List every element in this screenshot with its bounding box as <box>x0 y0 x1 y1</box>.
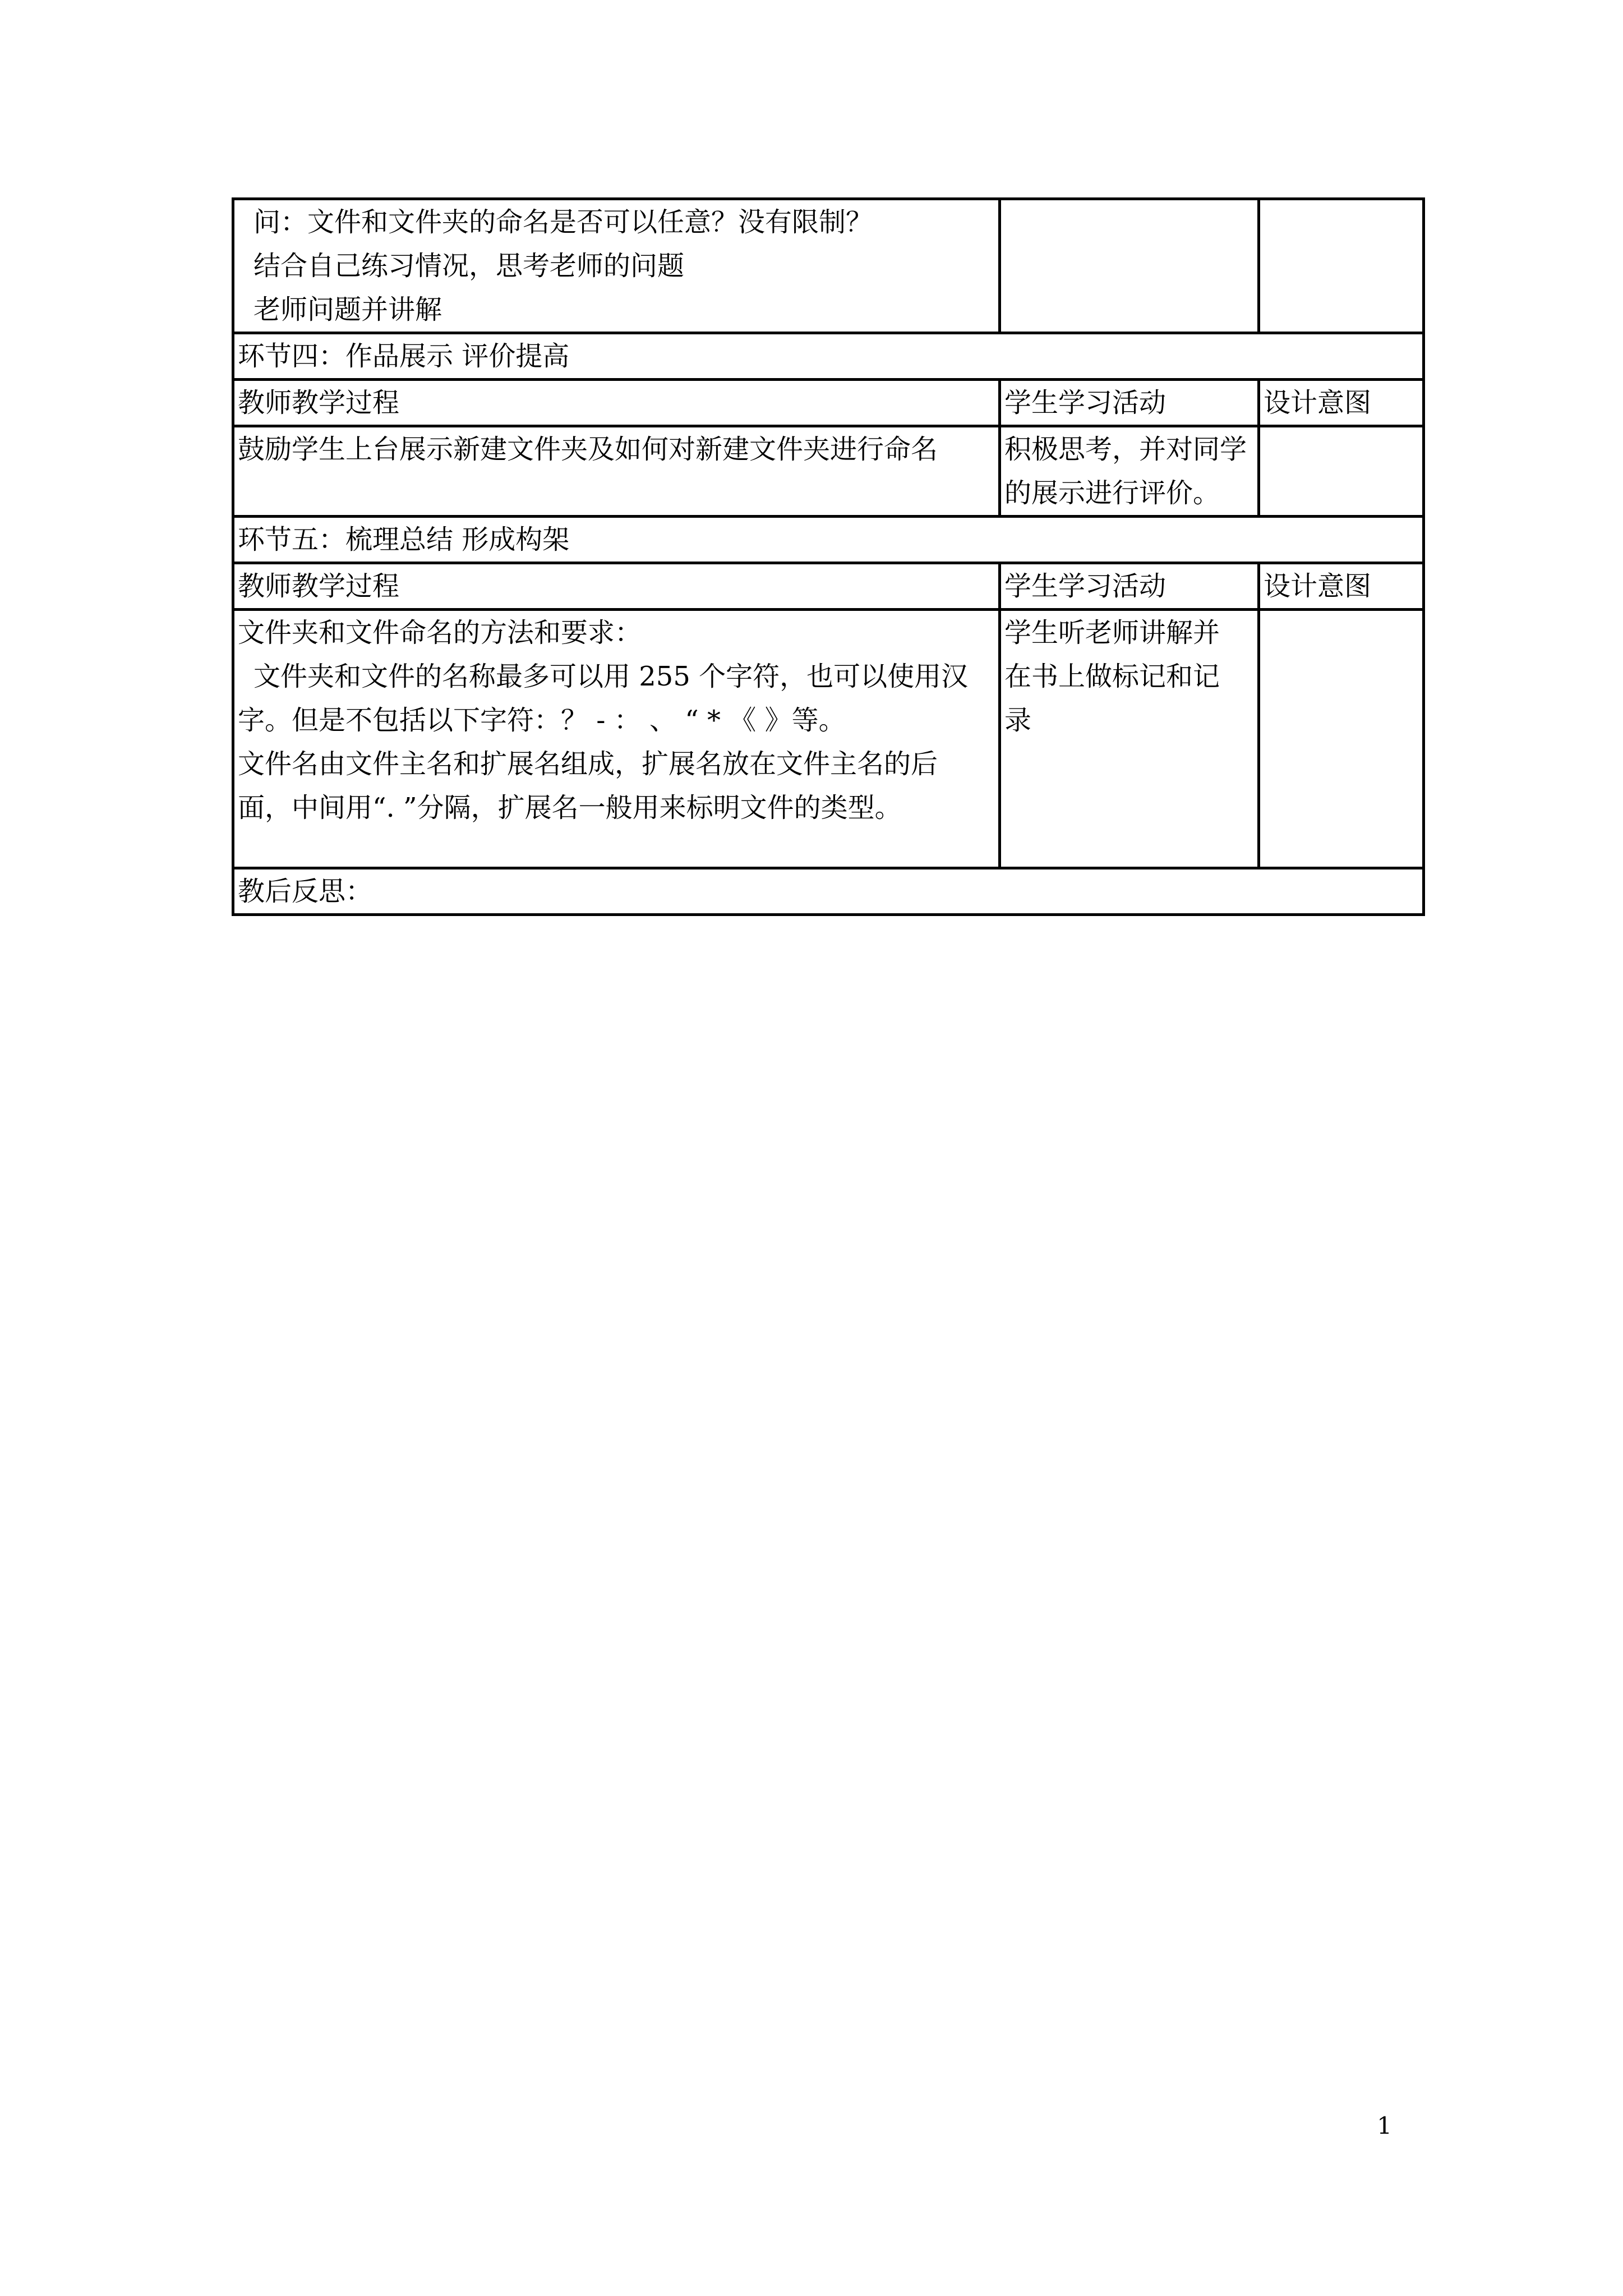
reflection-row <box>233 868 1424 915</box>
student-activity-line: 录 <box>1004 705 1032 736</box>
design-intent-cell <box>1259 199 1424 333</box>
reflection-label: 教后反思： <box>233 868 1424 915</box>
header-teacher-process: 教师教学过程 <box>233 380 1000 426</box>
student-activity-cell <box>1000 610 1259 868</box>
student-activity-line: 积极思考，并对同学 <box>1004 434 1247 465</box>
section-title-row <box>233 517 1424 563</box>
header-teacher-process: 教师教学过程 <box>233 563 1000 610</box>
lesson-plan-table <box>232 197 1425 916</box>
student-thinking-text: 结合自己练习情况，思考老师的问题 <box>253 250 685 282</box>
page-number: 1 <box>1377 2112 1392 2139</box>
design-intent-cell <box>1259 610 1424 868</box>
teacher-process-cell <box>233 426 1000 517</box>
design-intent-cell <box>1259 426 1424 517</box>
student-activity-line: 学生听老师讲解并 <box>1004 617 1220 648</box>
question-text: 问：文件和文件夹的命名是否可以任意？没有限制？ <box>253 206 873 238</box>
section-title-row <box>233 333 1424 380</box>
teacher-process-cell <box>233 199 1000 333</box>
student-activity-cell <box>1000 426 1259 517</box>
table-row <box>233 199 1424 333</box>
naming-rules-line: 面，中间用“. ”分隔，扩展名一般用来标明文件的类型。 <box>238 792 902 823</box>
student-activity-line: 在书上做标记和记 <box>1004 661 1220 692</box>
header-student-activity: 学生学习活动 <box>1000 380 1259 426</box>
table-row <box>233 610 1424 868</box>
header-row <box>233 563 1424 610</box>
section-4-title: 环节四：作品展示 评价提高 <box>233 333 1424 380</box>
section-5-title: 环节五：梳理总结 形成构架 <box>233 517 1424 563</box>
header-design-intent: 设计意图 <box>1259 563 1424 610</box>
table-row <box>233 426 1424 517</box>
header-student-activity: 学生学习活动 <box>1000 563 1259 610</box>
naming-rules-line: 文件名由文件主名和扩展名组成，扩展名放在文件主名的后 <box>238 748 938 780</box>
naming-rules-heading: 文件夹和文件命名的方法和要求： <box>238 617 642 648</box>
teacher-process-text: 鼓励学生上台展示新建文件夹及如何对新建文件夹进行命名 <box>238 434 938 465</box>
header-design-intent: 设计意图 <box>1259 380 1424 426</box>
student-activity-cell <box>1000 199 1259 333</box>
header-row <box>233 380 1424 426</box>
naming-rules-line: 字。但是不包括以下字符：？ - ： 、 “ * 《 》等。 <box>238 705 846 736</box>
naming-rules-line: 文件夹和文件的名称最多可以用 255 个字符，也可以使用汉 <box>253 661 969 692</box>
teacher-explain-text: 老师问题并讲解 <box>253 294 442 325</box>
student-activity-line: 的展示进行评价。 <box>1004 477 1220 509</box>
teacher-process-cell <box>233 610 1000 868</box>
